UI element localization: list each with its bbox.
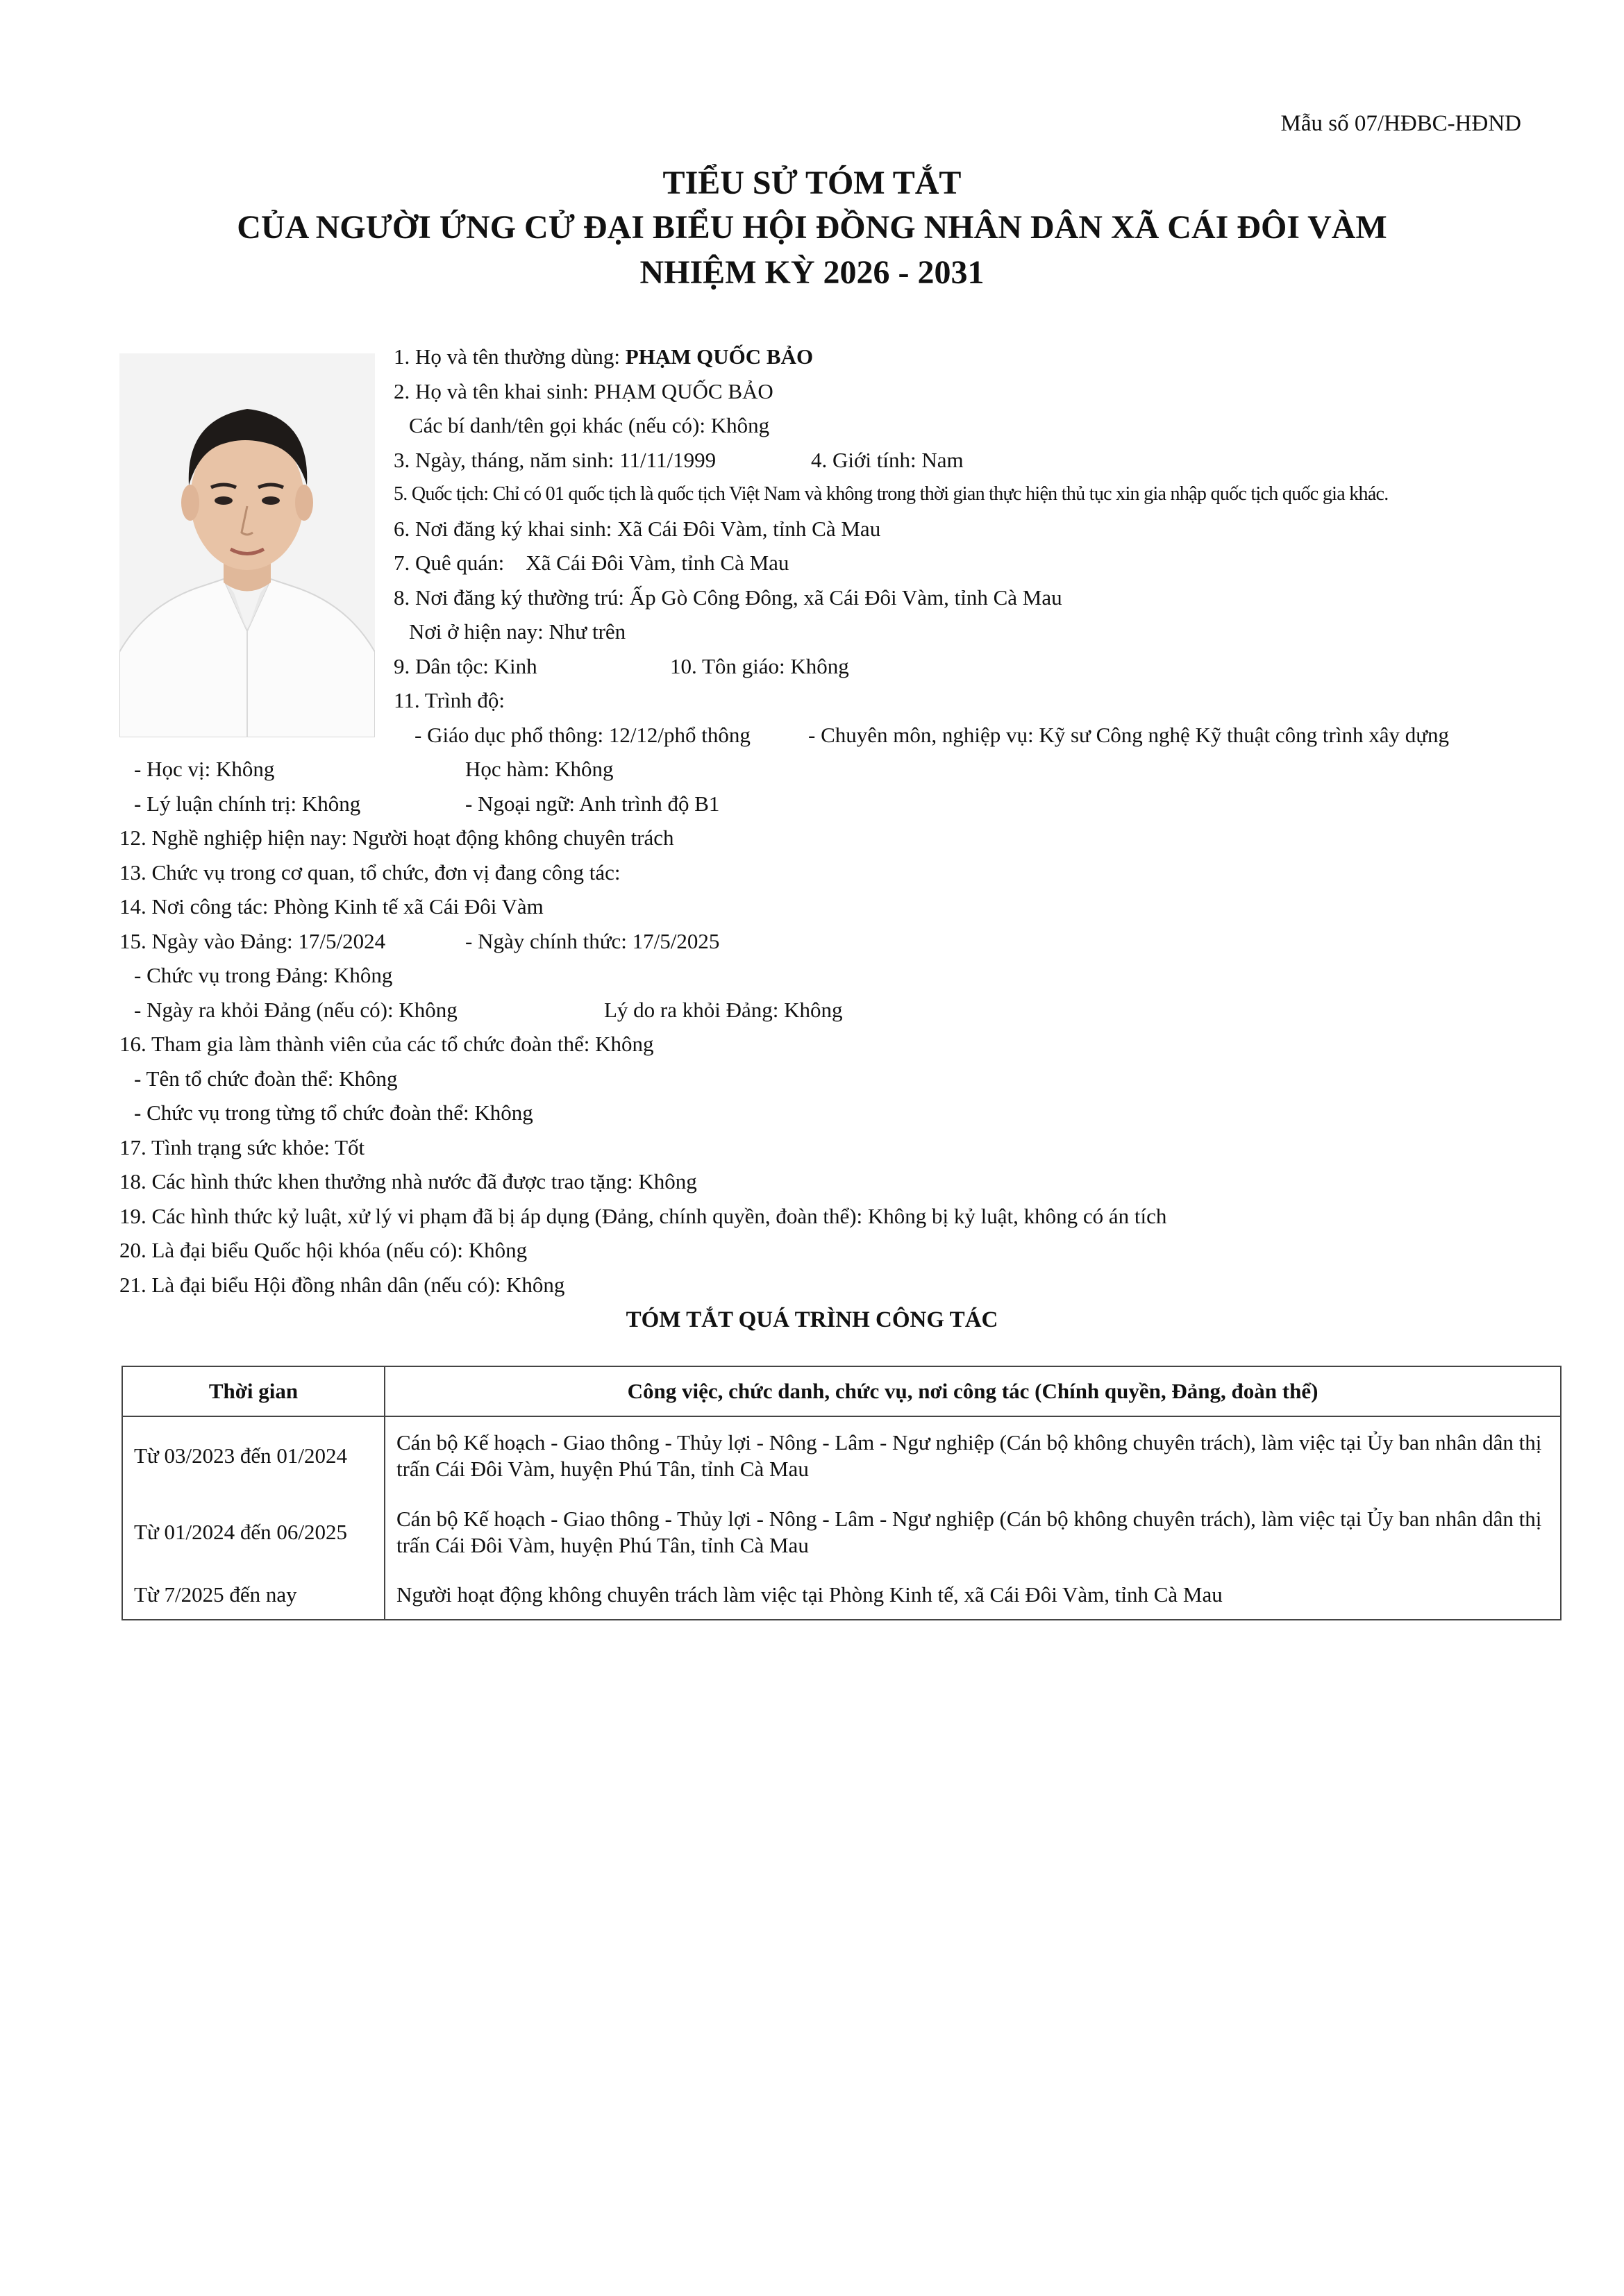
form-code: Mẫu số 07/HĐBC-HĐND: [1280, 111, 1521, 136]
row-time: Từ 03/2023 đến 01/2024: [122, 1416, 385, 1494]
field-11-general-education: - Giáo dục phổ thông: 12/12/phổ thông: [415, 723, 751, 747]
field-15-leave-date: - Ngày ra khỏi Đảng (nếu có): Không: [134, 998, 458, 1022]
row-description: Cán bộ Kế hoạch - Giao thông - Thủy lợi - Nông - Lâm - Ngư nghiệp (Cán bộ không chuyên trách), làm việc tại Ủy ban nhân dân thị trấn Cái Đôi Vàm, huyện Phú Tân, tỉnh Cà Mau: [385, 1416, 1561, 1494]
table-row: [122, 1570, 1561, 1620]
field-15-official-date: - Ngày chính thức: 17/5/2025: [465, 929, 720, 953]
row-time: Từ 01/2024 đến 06/2025: [122, 1494, 385, 1570]
field-11-foreign-language: - Ngoại ngữ: Anh trình độ B1: [465, 791, 720, 816]
row-description: Cán bộ Kế hoạch - Giao thông - Thủy lợi - Nông - Lâm - Ngư nghiệp (Cán bộ không chuyên trách), làm việc tại Ủy ban nhân dân thị trấn Cái Đôi Vàm, huyện Phú Tân, tỉnh Cà Mau: [385, 1494, 1561, 1570]
column-header-time: Thời gian: [122, 1366, 385, 1416]
field-11: 11. Trình độ:: [394, 688, 505, 712]
field-16-org-position: - Chức vụ trong từng tổ chức đoàn thể: Không: [134, 1100, 533, 1125]
field-21: 21. Là đại biểu Hội đồng nhân dân (nếu có): Không: [119, 1273, 565, 1297]
field-6: 6. Nơi đăng ký khai sinh: Xã Cái Đôi Vàm, tỉnh Cà Mau: [394, 517, 881, 541]
field-11-profession: - Chuyên môn, nghiệp vụ: Kỹ sư Công nghệ Kỹ thuật công trình xây dựng: [808, 723, 1450, 747]
field-8-residence: Nơi ở hiện nay: Như trên: [409, 619, 626, 644]
field-18: 18. Các hình thức khen thưởng nhà nước đã được trao tặng: Không: [119, 1169, 697, 1193]
field-17: 17. Tình trạng sức khỏe: Tốt: [119, 1135, 365, 1159]
field-7: 7. Quê quán: Xã Cái Đôi Vàm, tỉnh Cà Mau: [394, 551, 789, 575]
row-description: Người hoạt động không chuyên trách làm việc tại Phòng Kinh tế, xã Cái Đôi Vàm, tỉnh Cà Mau: [385, 1570, 1561, 1620]
field-13: 13. Chức vụ trong cơ quan, tổ chức, đơn vị đang công tác:: [119, 860, 621, 885]
field-16-org-name: - Tên tổ chức đoàn thể: Không: [134, 1066, 398, 1091]
field-5: 5. Quốc tịch: Chỉ có 01 quốc tịch là quốc tịch Việt Nam và không trong thời gian thực hiện thủ tục xin gia nhập quốc tịch quốc gia khác.: [394, 483, 1389, 505]
field-1-label: 1. Họ và tên thường dùng:: [394, 344, 626, 369]
field-1: [394, 343, 813, 371]
table-row: [122, 1494, 1561, 1570]
field-14: 14. Nơi công tác: Phòng Kinh tế xã Cái Đôi Vàm: [119, 894, 544, 919]
field-20: 20. Là đại biểu Quốc hội khóa (nếu có): Không: [119, 1238, 528, 1262]
field-4: 4. Giới tính: Nam: [811, 448, 964, 472]
field-15: 15. Ngày vào Đảng: 17/5/2024: [119, 929, 386, 953]
table-header-row: [122, 1366, 1561, 1416]
title-line-2: CỦA NGƯỜI ỨNG CỬ ĐẠI BIỂU HỘI ĐỒNG NHÂN DÂN XÃ CÁI ĐÔI VÀM: [237, 209, 1387, 246]
work-history-heading: TÓM TẮT QUÁ TRÌNH CÔNG TÁC: [626, 1307, 998, 1332]
field-11-political-theory: - Lý luận chính trị: Không: [134, 791, 361, 816]
row-time: Từ 7/2025 đến nay: [122, 1570, 385, 1620]
field-16: 16. Tham gia làm thành viên của các tổ chức đoàn thể: Không: [119, 1032, 654, 1056]
field-15-party-position: - Chức vụ trong Đảng: Không: [134, 963, 393, 987]
column-header-description: Công việc, chức danh, chức vụ, nơi công tác (Chính quyền, Đảng, đoàn thể): [385, 1366, 1561, 1416]
work-history-table: [122, 1366, 1562, 1620]
title-line-1: TIỂU SỬ TÓM TẮT: [662, 165, 962, 201]
field-9: 9. Dân tộc: Kinh: [394, 654, 537, 678]
field-1-value: PHẠM QUỐC BẢO: [625, 344, 814, 369]
table-row: [122, 1416, 1561, 1494]
field-2-alias: Các bí danh/tên gọi khác (nếu có): Không: [409, 413, 770, 437]
field-2: 2. Họ và tên khai sinh: PHẠM QUỐC BẢO: [394, 379, 773, 403]
field-8: 8. Nơi đăng ký thường trú: Ấp Gò Công Đông, xã Cái Đôi Vàm, tỉnh Cà Mau: [394, 585, 1062, 610]
portrait-photo: [119, 353, 375, 737]
title-line-3: NHIỆM KỲ 2026 - 2031: [639, 254, 985, 291]
field-11-academic-title: Học hàm: Không: [465, 757, 614, 781]
field-19: 19. Các hình thức kỷ luật, xử lý vi phạm đã bị áp dụng (Đảng, chính quyền, đoàn thể): Không bị kỷ luật, không có án tích: [119, 1204, 1167, 1228]
field-12: 12. Nghề nghiệp hiện nay: Người hoạt động không chuyên trách: [119, 826, 674, 850]
field-10: 10. Tôn giáo: Không: [670, 654, 849, 678]
field-15-leave-reason: Lý do ra khỏi Đảng: Không: [604, 998, 843, 1022]
field-3: 3. Ngày, tháng, năm sinh: 11/11/1999: [394, 448, 717, 472]
field-11-degree: - Học vị: Không: [134, 757, 275, 781]
